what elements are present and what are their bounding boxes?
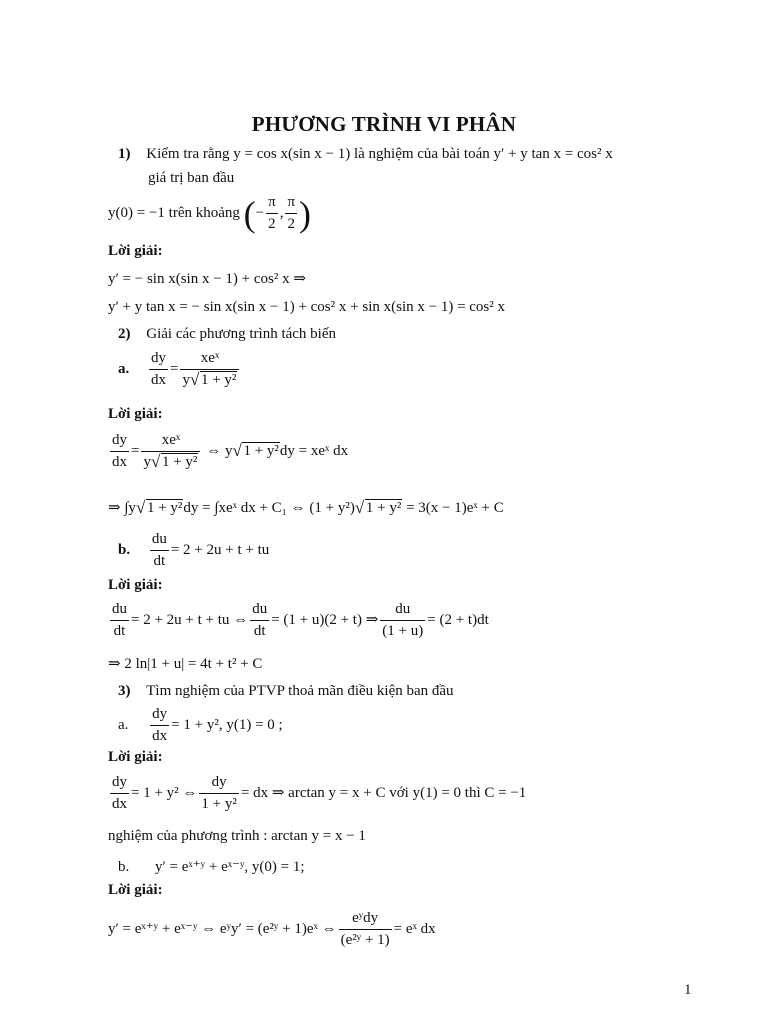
sqrt: √ 1 + y²: [136, 501, 183, 516]
fraction: $\frac{dy}{dx}$: [112, 774, 127, 813]
fraction: $\frac{\pi}{2}$: [287, 194, 296, 233]
problem-text-cont: giá trị ban đầu: [148, 170, 235, 186]
problem-3: [118, 684, 454, 699]
part-a: a. $\frac{dy}{dx}$ = 1 + y², y(1) = 0 ;: [118, 706, 283, 745]
fraction: $\frac{\text{xeˣ}}{\text{y√ 1 + y²}}$: [180, 350, 239, 390]
solution-line: ⇒ ∫y√ 1 + y²dy = ∫xeˣ dx + C₁ ⇔ (1 + y²)√ 1 + y² = 3(x − 1)eˣ + C: [108, 501, 504, 516]
fraction: $\frac{dy}{dx}$: [112, 432, 127, 471]
solution-line: $\frac{dy}{dx}$ = $\frac{\text{xeˣ}}{\text{y√ 1 + y²}}$ ⇔ y√ 1 + y²dy = xeˣ dx: [108, 432, 348, 472]
problem-text: Kiểm tra rằng y = cos x(sin x − 1) là nghiệm của bài toán y′ + y tan x = cos² x: [146, 146, 613, 162]
solution-label: Lời giải:: [108, 577, 163, 593]
fraction: $\frac{dy}{\text{1 + y²}}$: [201, 774, 237, 813]
fraction: $\frac{\pi}{2}$: [268, 194, 276, 233]
solution-line: nghiệm của phương trình : arctan y = x − 1: [108, 828, 366, 844]
solution-line: $\frac{dy}{dx}$ = 1 + y² ⇔ $\frac{dy}{\text{1 + y²}}$ = dx ⇒ arctan y = x + C với y(1) = 0 thì C = −1: [112, 774, 527, 813]
solution-line: y′ + y tan x = − sin x(sin x − 1) + cos² x + sin x(sin x − 1) = cos² x: [108, 299, 506, 315]
fraction: $\frac{dy}{dx}$: [151, 350, 166, 389]
solution-line: y′ = − sin x(sin x − 1) + cos² x ⇒: [108, 271, 306, 287]
fraction: $\frac{\text{xeˣ}}{\text{y√ 1 + y²}}$: [141, 432, 200, 472]
solution-label: Lời giải:: [108, 406, 163, 422]
problem-number: 2): [118, 326, 131, 342]
problem-text: Tìm nghiệm của PTVP thoả mãn điều kiện ban đầu: [146, 683, 454, 699]
part-label: a.: [118, 361, 130, 378]
fraction: $\frac{du}{(1 + u)}$: [382, 601, 424, 640]
solution-label: Lời giải:: [108, 882, 163, 898]
solution-line: ⇒ 2 ln|1 + u| = 4t + t² + C: [108, 656, 263, 672]
fraction: $\frac{\text{eʸdy}}{\text{(e²ʸ + 1)}}$: [340, 910, 390, 949]
part-b: b. $\frac{du}{dt}$ = 2 + 2u + t + tu: [118, 531, 270, 570]
condition-text: y(0) = −1 trên khoảng: [108, 205, 240, 222]
solution-line: y′ = eˣ⁺ʸ + eˣ⁻ʸ ⇔ eʸy′ = (e²ʸ + 1)eˣ ⇔ $\frac{\text{eʸdy}}{\text{(e²ʸ + 1)}}$ = eˣ dx: [108, 910, 436, 949]
part-label: b.: [118, 859, 130, 875]
initial-condition: y(0) = −1 trên khoảng (− $\frac{\pi}{2}$ , $\frac{\pi}{2}$ ): [108, 193, 312, 234]
sqrt: √ 1 + y²: [355, 501, 402, 516]
problem-number: 1): [118, 146, 131, 162]
part-label: b.: [118, 542, 131, 559]
problem-1: [118, 147, 613, 162]
problem-2: [118, 327, 336, 342]
sqrt: √ 1 + y²: [190, 372, 237, 389]
part-label: a.: [118, 717, 129, 734]
fraction: $\frac{du}{dt}$: [112, 601, 127, 640]
sqrt: √ 1 + y²: [151, 454, 198, 471]
page-title: PHƯƠNG TRÌNH VI PHÂN: [251, 112, 517, 136]
problem-number: 3): [118, 683, 131, 699]
solution-label: Lời giải:: [108, 749, 163, 765]
fraction: $\frac{du}{dt}$: [252, 601, 268, 640]
fraction: $\frac{dy}{dx}$: [152, 706, 168, 745]
part-a: a. $\frac{dy}{dx}$ = $\frac{\text{xeˣ}}{\text{y√ 1 + y²}}$: [118, 350, 241, 390]
fraction: $\frac{du}{dt}$: [151, 531, 167, 570]
solution-line: $\frac{du}{dt}$ = 2 + 2u + t + tu ⇔ $\frac{du}{dt}$ = (1 + u)(2 + t) ⇒ $\frac{du}{(1 + u)}$ = (2 + t)dt: [112, 601, 489, 640]
problem-text: Giải các phương trình tách biến: [146, 326, 336, 342]
part-b: b. y′ = eˣ⁺ʸ + eˣ⁻ʸ, y(0) = 1;: [118, 859, 305, 875]
solution-label: Lời giải:: [108, 243, 163, 259]
page-number: 1: [684, 982, 692, 998]
sqrt: √ 1 + y²: [232, 444, 279, 459]
